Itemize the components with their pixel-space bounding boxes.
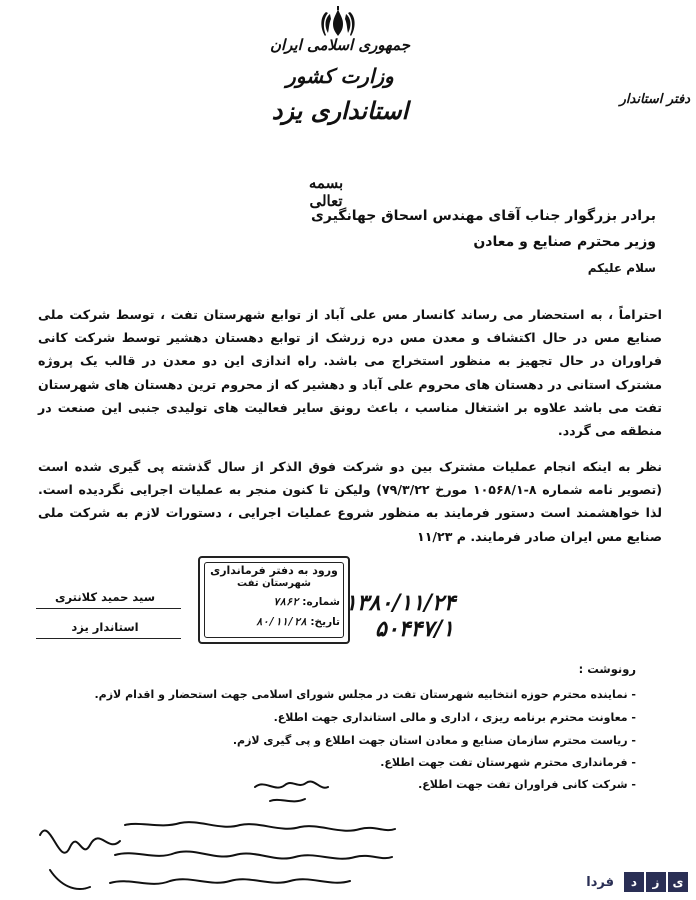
cc-heading: رونوشت : bbox=[578, 662, 636, 676]
logo-letter: د bbox=[624, 872, 644, 892]
office-label: دفتر استاندار bbox=[619, 92, 690, 107]
cc-item: - معاونت محترم برنامه ریزی ، اداری و مالی استانداری جهت اطلاع. bbox=[273, 711, 636, 724]
signature-line bbox=[36, 608, 181, 609]
stamp-number-label: شماره: bbox=[302, 596, 340, 608]
signatory-name: سید حمید کلانتری bbox=[54, 590, 156, 604]
body-paragraph-2: نظر به اینکه انجام عملیات مشترک بین دو شرکت فوق الذکر از سال گذشته پی گیری شده است (تصویر نامه شماره ۸-۱۰۵۶۸/۱ مورخ ۷۹/۳/۲۲) ولیکن تا کنون منجر به عملیات اجرایی نگردیده است. لذا خواهشمند است دستور فرمایند به منظور شروع عملیات اجرایی ، دستورات لازم به شرکت ملی صنایع مس ایران صادر فرمایند. م ۱۱/۲۳ bbox=[38, 459, 662, 544]
header-country: جمهوری اسلامی ایران bbox=[269, 36, 410, 54]
stamp-date-label: تاریخ: bbox=[310, 616, 340, 628]
stamp-subtitle: شهرستان تفت bbox=[237, 578, 311, 589]
stamp-number-row bbox=[273, 596, 340, 608]
stamp-title: ورود به دفتر فرمانداری bbox=[210, 564, 338, 577]
logo-letter: ی bbox=[668, 872, 688, 892]
entry-stamp bbox=[198, 556, 350, 644]
signature-underline bbox=[36, 638, 181, 639]
registration-date: ۱۳۸۰/۱۱/۲۴ bbox=[345, 590, 456, 616]
site-logo bbox=[578, 872, 688, 892]
signatory-title: استاندار یزد bbox=[71, 620, 139, 634]
logo-letter: ز bbox=[646, 872, 666, 892]
logo-word: فردا bbox=[586, 874, 614, 890]
handwritten-note bbox=[30, 775, 410, 900]
registration-number: ۵۰۴۴۷/۱ bbox=[375, 616, 454, 642]
body-paragraph-1: احتراماً ، به استحضار می رساند کانسار مس علی آباد از توابع شهرستان تفت ، توسط شرکت ملی صنایع مس در حال اکتشاف و معدن مس دره زرشک از توابع دهستان دهشیر توسط شرکت کانی فراوران در حال تجهیز به منظور استخراج می باشد. راه اندازی این دو معدن در قالب یک پروژه مشترک استانی در دهستان های محروم علی آباد و دهشیر که از محروم ترین دهستان های شهرستان تفت می باشد علاوه بر اشتغال مناسب ، باعث رونق سایر فعالیت های تولیدی جنبی این صنعت در منطقه می گردد. bbox=[38, 307, 662, 439]
stamp-number-value: ۷۸۶۲ bbox=[273, 596, 299, 608]
greeting: سلام علیکم bbox=[587, 261, 656, 275]
stamp-date-row bbox=[256, 616, 340, 628]
cc-item: - فرمانداری محترم شهرستان تفت جهت اطلاع. bbox=[380, 756, 636, 769]
addressee-title: وزیر محترم صنایع و معادن bbox=[473, 234, 656, 250]
header-governorate: استانداری یزد bbox=[271, 96, 409, 125]
addressee-name: برادر بزرگوار جناب آقای مهندس اسحاق جهانگیری bbox=[311, 208, 656, 224]
cc-item: - شرکت کانی فراوران تفت جهت اطلاع. bbox=[418, 778, 636, 791]
stamp-date-value: ۸۰/۱۱/۲۸ bbox=[256, 616, 307, 628]
cc-item: - نماینده محترم حوزه انتخابیه شهرستان تفت در مجلس شورای اسلامی جهت استحضار و اقدام لازم. bbox=[94, 688, 636, 701]
bismillah: بسمه تعالی bbox=[308, 174, 344, 210]
cc-item: - ریاست محترم سازمان صنایع و معادن استان جهت اطلاع و پی گیری لازم. bbox=[232, 734, 636, 747]
header-ministry: وزارت کشور bbox=[286, 64, 394, 88]
iran-emblem-icon bbox=[318, 6, 358, 40]
